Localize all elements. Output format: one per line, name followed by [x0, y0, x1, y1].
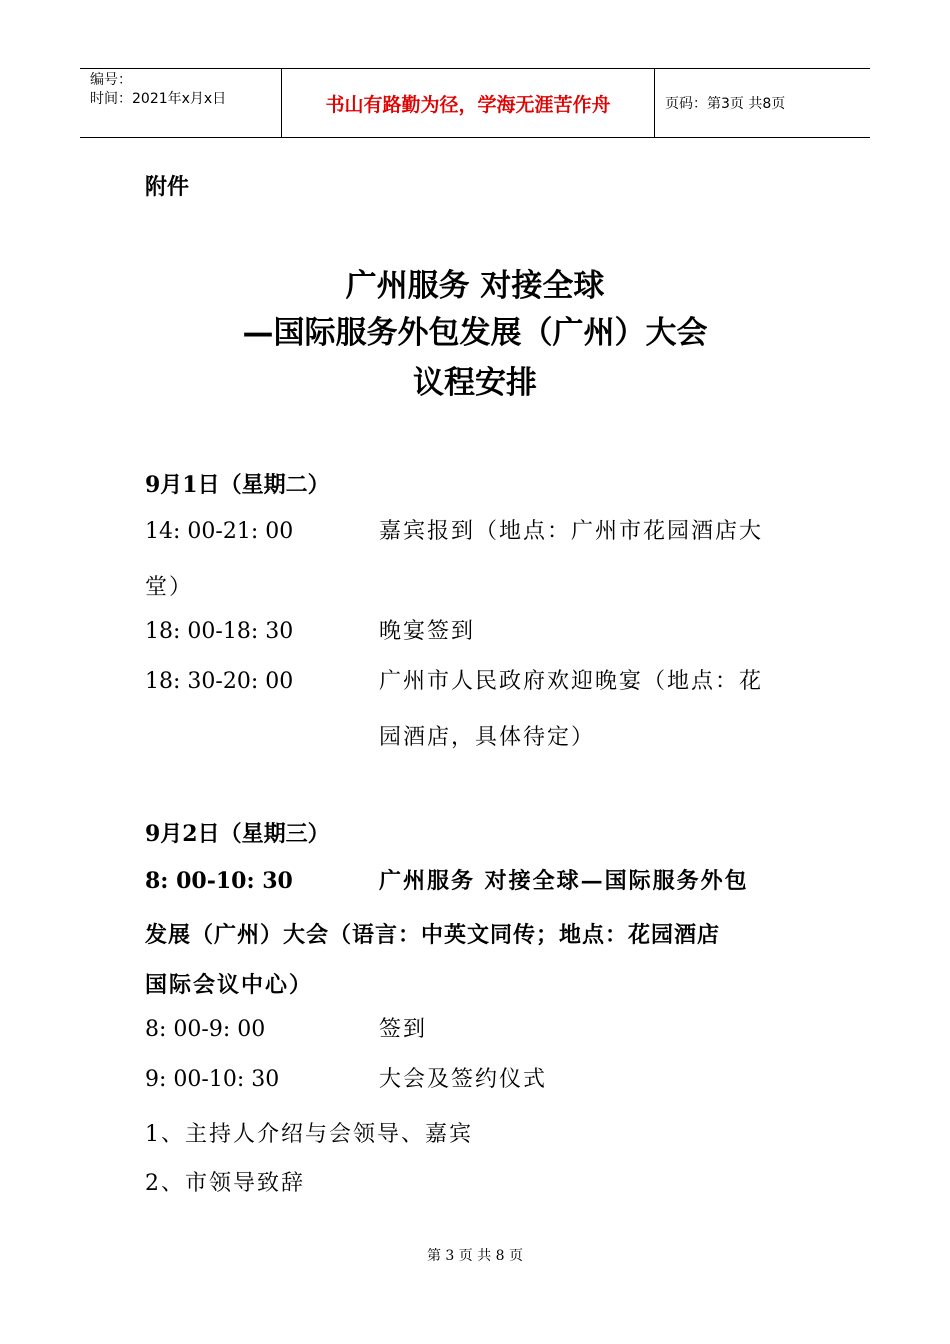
title-line-3: 议程安排	[413, 365, 537, 401]
agenda-time: 18: 30-20: 00	[145, 669, 294, 694]
time-label: 时间：2021年x月x日	[90, 91, 227, 107]
agenda-desc-continued: 发展（广州）大会（语言：中英文同传；地点：花园酒店	[145, 922, 721, 948]
attachment-label: 附件	[145, 175, 190, 200]
agenda-row	[145, 1005, 805, 1055]
header-page-info: 页码：第3页 共8页	[665, 96, 786, 112]
day1-date: 9月1日（星期二）	[145, 472, 330, 498]
header-meta	[80, 69, 282, 137]
title-line-1: 广州服务 对接全球	[345, 268, 605, 304]
agenda-row	[145, 507, 805, 557]
page-header	[80, 68, 870, 138]
page-footer: 第 3 页 共 8 页	[426, 1248, 524, 1264]
agenda-row	[145, 1055, 805, 1105]
agenda-desc: 大会及签约仪式	[379, 1067, 548, 1092]
agenda-row	[145, 607, 805, 657]
agenda-time: 14: 00-21: 00	[145, 519, 294, 544]
agenda-desc: 晚宴签到	[379, 619, 476, 644]
agenda-desc: 嘉宾报到（地点：广州市花园酒店大	[379, 519, 764, 544]
agenda-desc-continued: 园酒店，具体待定）	[379, 725, 596, 750]
agenda-time: 8: 00-9: 00	[145, 1017, 266, 1042]
agenda-time: 9: 00-10: 30	[145, 1067, 280, 1092]
agenda-desc: 广州服务 对接全球—国际服务外包	[379, 868, 749, 894]
agenda-row-main	[145, 856, 805, 906]
agenda-desc: 签到	[379, 1017, 428, 1042]
day2-date: 9月2日（星期三）	[145, 821, 330, 847]
list-item: 1、主持人介绍与会领导、嘉宾	[145, 1122, 473, 1147]
header-motto: 书山有路勤为径，学海无涯苦作舟	[282, 69, 655, 137]
agenda-row	[145, 657, 805, 707]
agenda-time: 8: 00-10: 30	[145, 868, 293, 894]
agenda-desc: 广州市人民政府欢迎晚宴（地点：花	[379, 669, 764, 694]
agenda-desc-continued: 堂）	[145, 575, 194, 600]
title-line-2: —国际服务外包发展（广州）大会	[242, 315, 708, 351]
agenda-desc-continued: 国际会议中心）	[145, 972, 314, 998]
number-label: 编号：	[90, 72, 132, 88]
agenda-time: 18: 00-18: 30	[145, 619, 294, 644]
list-item: 2、市领导致辞	[145, 1171, 305, 1196]
